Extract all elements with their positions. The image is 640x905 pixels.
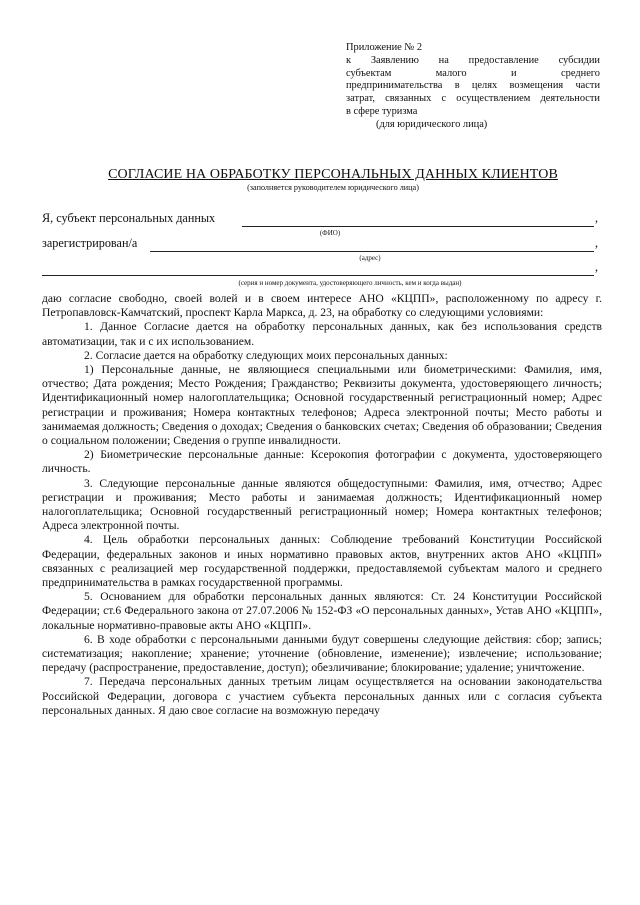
subject-name-field[interactable] [42, 211, 604, 227]
clause-7: 7. Передача персональных данных третьим лицам осуществляется на основании законодательства Российской Федерации, договора с участием субъекта персональных данных или с согласия субъекта персональных данных. Я даю свое согласие на возможную передачу [42, 675, 602, 717]
document-title: СОГЛАСИЕ НА ОБРАБОТКУ ПЕРСОНАЛЬНЫХ ДАННЫХ КЛИЕНТОВ [108, 167, 558, 182]
appendix-line: предпринимательства в целях возмещения части [346, 80, 600, 92]
subject-name-label: Я, субъект персональных данных [42, 211, 216, 225]
registered-address-field[interactable] [42, 236, 604, 252]
clause-1: 1. Данное Согласие дается на обработку персональных данных, как без использования средств автоматизации, так и с их использованием. [42, 320, 602, 348]
identity-document-line[interactable] [42, 275, 594, 276]
clause-4: 4. Цель обработки персональных данных: Соблюдение требований Конституции Российской Федерации, федеральных законов и иных нормативно правовых актов, внутренних актов АНО «КЦПП» связанных с реализацией мер государственной поддержки, предоставляемой субъектам малого и среднего предпринимательства в рамках государственной программы. [42, 533, 602, 590]
clause-3: 3. Следующие персональные данные являются общедоступными: Фамилия, имя, отчество; Адрес регистрации и проживания; Место работы и занимаемая должность; Идентификационный номер налогоплательщика; Основной государственный регистрационный номер; Номера контактных телефонов; Адреса электронной почты. [42, 476, 602, 533]
appendix-line: к Заявлению на предоставление субсидии [346, 54, 600, 66]
document-hint: (серия и номер документа, удостоверяющего личность, кем и когда выдан) [238, 279, 462, 287]
clause-2-1: 1) Персональные данные, не являющиеся специальными или биометрическими: Фамилия, имя, отчество; Дата рождения; Место Рождения; Гражданство; Реквизиты документа, удостоверяющего личность; Идентификационный номер налогоплательщика; Основной государственный регистрационный номер; Адрес регистрации и проживания; Номера контактных телефонов; Адреса электронной почты; Место работы и занимаемая должность; Сведения о доходах; Сведения о банковских счетах; Сведения об образовании; Сведения о социальном положении; Сведения о группе инвалидности. [42, 363, 602, 448]
appendix-line: Приложение № 2 [346, 42, 423, 53]
appendix-line: (для юридического лица) [376, 118, 488, 130]
document-subtitle: (заполняется руководителем юридического лица) [247, 183, 419, 192]
subject-name-line[interactable] [242, 226, 594, 227]
appendix-line: затрат, связанных с осуществлением деятельности [346, 93, 600, 105]
registered-label: зарегистрирован/а [42, 236, 138, 250]
appendix-line: в сфере туризма [346, 105, 418, 117]
comma: , [595, 211, 599, 225]
intro-paragraph: даю согласие свободно, своей волей и в своем интересе АНО «КЦПП», расположенному по адресу г. Петропавловск-Камчатский, проспект Карла Маркса, д. 23, на обработку со следующими условиями: [42, 292, 602, 320]
registered-address-line[interactable] [150, 251, 594, 252]
address-hint: (адрес) [359, 254, 381, 262]
appendix-header [346, 42, 600, 132]
fio-hint: (ФИО) [319, 229, 341, 237]
identity-document-field[interactable] [42, 260, 604, 276]
clause-5: 5. Основанием для обработки персональных данных являются: Ст. 24 Конституции Российской Федерации; ст.6 Федерального закона от 27.07.2006 № 152-ФЗ «О персональных данных», Устав АНО «КЦПП», локальные нормативно-правовые акты АНО «КЦПП». [42, 590, 602, 632]
clause-6: 6. В ходе обработки с персональными данными будут совершены следующие действия: сбор; запись; систематизация; накопление; хранение; уточнение (обновление, изменение); извлечение; использование; передачу (распространение, предоставление, доступ); обезличивание; блокирование; удаление; уничтожение. [42, 632, 602, 675]
clause-2: 2. Согласие дается на обработку следующих моих персональных данных: [84, 348, 448, 362]
comma: , [595, 236, 599, 250]
appendix-line: субъектам малого и среднего [346, 67, 600, 79]
clause-2-2: 2) Биометрические персональные данные: Ксерокопия фотографии с документа, удостоверяющего личность. [42, 448, 602, 476]
consent-body [42, 292, 602, 718]
comma: , [595, 260, 599, 274]
